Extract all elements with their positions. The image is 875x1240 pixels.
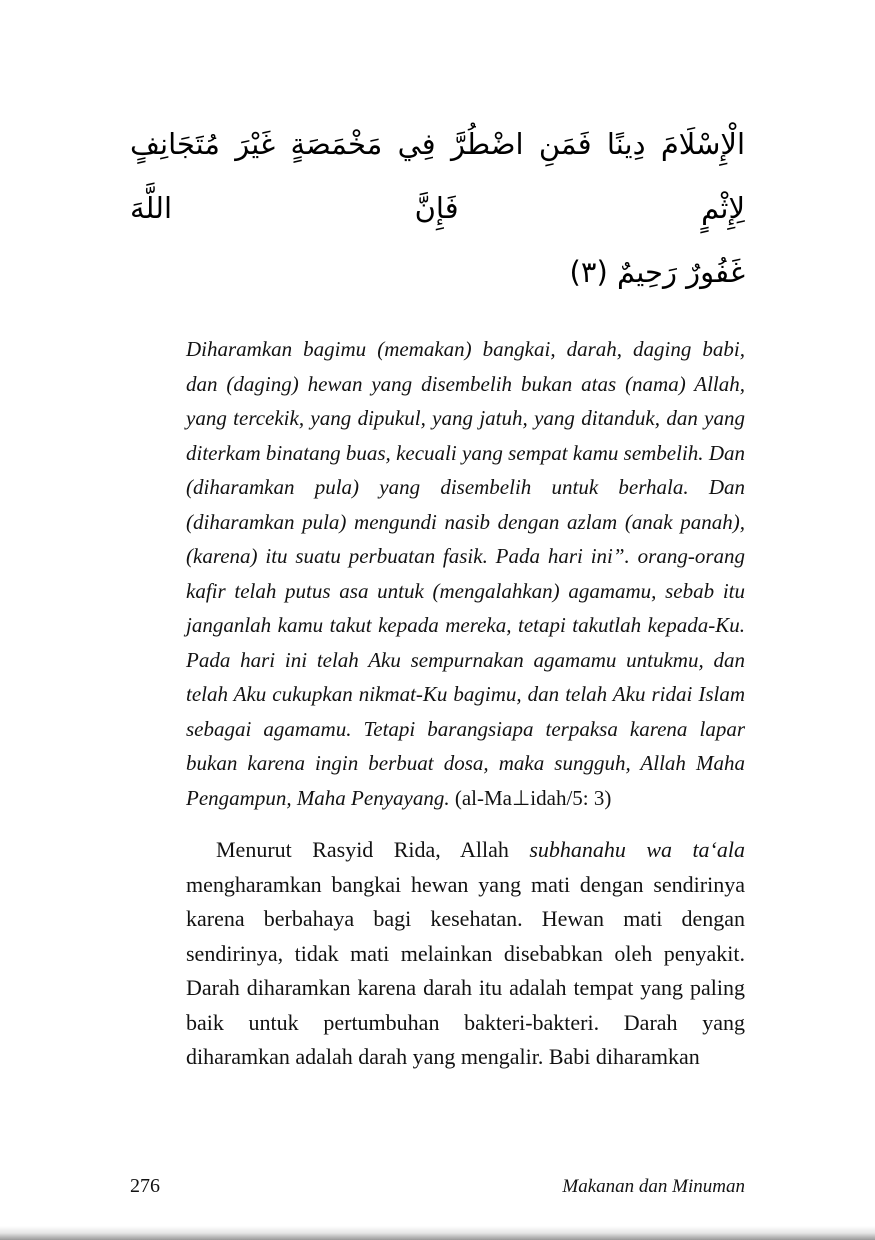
arabic-verse-line-2: غَفُورٌ رَحِيمٌ (٣) [569, 255, 745, 289]
arabic-verse [130, 112, 745, 304]
commentary-italic-phrase: subhanahu wa ta‘ala [529, 837, 745, 862]
commentary-text-start: Menurut Rasyid Rida, Allah [216, 837, 530, 862]
arabic-verse-line-1: الْإِسْلَامَ دِينًا فَمَنِ اضْطُرَّ فِي مَخْمَصَةٍ غَيْرَ مُتَجَانِفٍ لِإِثْمٍ فَإِنَّ اللَّهَ [130, 127, 745, 225]
page-number: 276 [130, 1175, 160, 1197]
commentary-text-end: mengharamkan bangkai hewan yang mati dengan sendirinya karena berbahaya bagi kesehatan. Hewan mati dengan sendirinya, tidak mati melainkan disebabkan oleh penyakit. Darah diharamkan karena darah itu adalah tempat yang paling baik untuk pertumbuhan bakteri-bakteri. Darah yang diharamkan adalah darah yang mengalir. Babi diharamkan [186, 871, 745, 1069]
page-content [130, 112, 745, 1075]
verse-translation [186, 332, 745, 815]
running-title: Makanan dan Minuman [562, 1176, 745, 1197]
verse-reference: (al-Ma⊥idah/5: 3) [449, 785, 612, 810]
verse-translation-text: Diharamkan bagimu (memakan) bangkai, darah, daging babi, dan (daging) hewan yang disembelih bukan atas (nama) Allah, yang tercekik, yang dipukul, yang jatuh, yang ditanduk, dan yang diterkam binatang buas, kecuali yang sempat kamu sembelih. Dan (diharamkan pula) yang disembelih untuk berhala. Dan (diharamkan pula) mengundi nasib dengan azlam (anak panah), (karena) itu suatu perbuatan fasik. Pada hari ini”. orang-orang kafir telah putus asa untuk (mengalahkan) agamamu, sebab itu janganlah kamu takut kepada mereka, tetapi takutlah kepada-Ku. Pada hari ini telah Aku sempurnakan agamamu untukmu, dan telah Aku cukupkan nikmat-Ku bagimu, dan telah Aku ridai Islam sebagai agamamu. Tetapi barangsiapa terpaksa karena lapar bukan karena ingin berbuat dosa, maka sungguh, Allah Maha Pengampun, Maha Penyayang. [186, 337, 745, 810]
page-footer [130, 1175, 745, 1198]
commentary-paragraph [186, 833, 745, 1075]
